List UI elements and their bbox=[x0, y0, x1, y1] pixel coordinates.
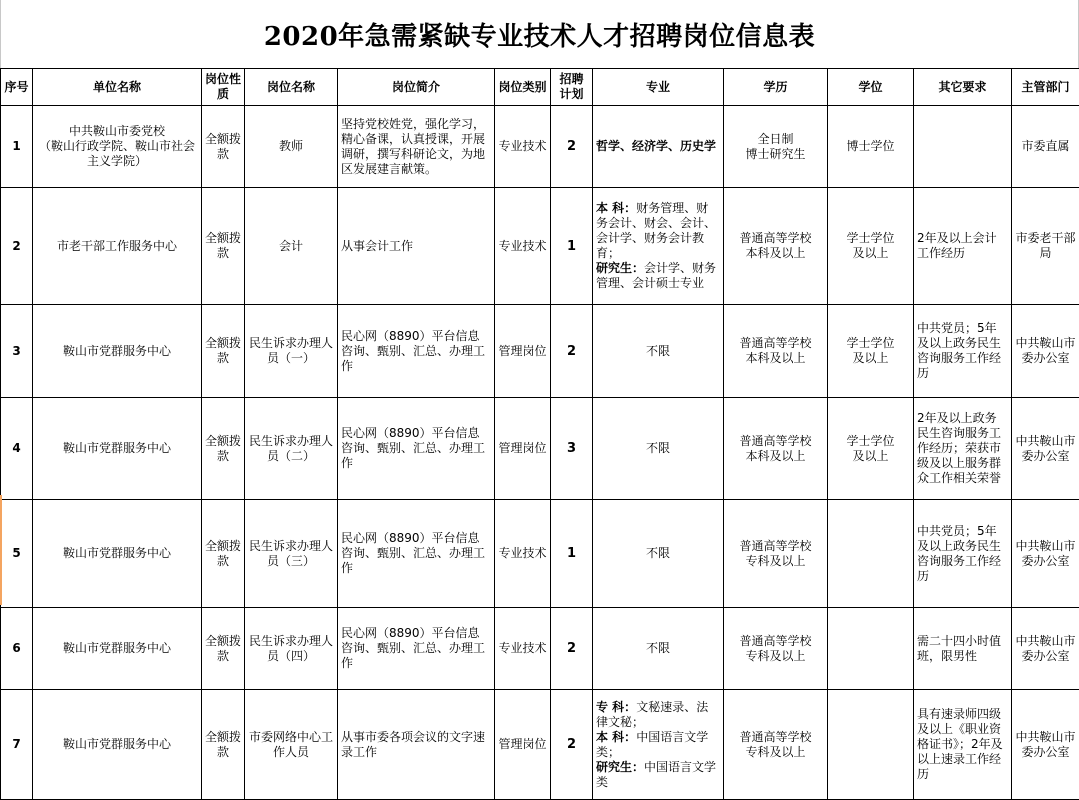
hiring-plan-cell: 2 bbox=[551, 106, 593, 188]
table-row bbox=[1, 106, 1079, 188]
position-nature-cell: 全额拨款 bbox=[202, 188, 245, 305]
major-line bbox=[596, 261, 720, 291]
table-row bbox=[1, 305, 1079, 398]
position-intro-cell: 民心网（8890）平台信息咨询、甄别、汇总、办理工作 bbox=[338, 305, 495, 398]
major-line bbox=[596, 201, 720, 261]
major-cell bbox=[593, 690, 724, 800]
supervising-dept-cell: 市委老干部局 bbox=[1012, 188, 1079, 305]
table-row bbox=[1, 500, 1079, 608]
position-category-cell: 管理岗位 bbox=[495, 398, 551, 500]
supervising-dept-cell: 中共鞍山市委办公室 bbox=[1012, 398, 1079, 500]
major-text: 不限 bbox=[646, 546, 670, 560]
row-number: 6 bbox=[1, 608, 33, 690]
other-requirements-cell: 中共党员；5年及以上政务民生咨询服务工作经历 bbox=[914, 500, 1012, 608]
header-cell: 序号 bbox=[1, 69, 33, 106]
major-line bbox=[596, 139, 720, 154]
other-requirements-cell: 具有速录师四级及以上《职业资格证书》；2年及以上速录工作经历 bbox=[914, 690, 1012, 800]
position-category-cell: 专业技术 bbox=[495, 188, 551, 305]
supervising-dept-cell: 中共鞍山市委办公室 bbox=[1012, 500, 1079, 608]
table-row bbox=[1, 188, 1079, 305]
major-line bbox=[596, 546, 720, 561]
job-table bbox=[0, 68, 1079, 800]
hiring-plan-cell: 1 bbox=[551, 188, 593, 305]
major-cell bbox=[593, 608, 724, 690]
supervising-dept-cell: 中共鞍山市委办公室 bbox=[1012, 608, 1079, 690]
major-level-label: 研究生： bbox=[596, 760, 644, 774]
hiring-plan-cell: 2 bbox=[551, 608, 593, 690]
header-cell: 其它要求 bbox=[914, 69, 1012, 106]
major-text: 不限 bbox=[646, 441, 670, 455]
unit-name-cell: 鞍山市党群服务中心 bbox=[33, 305, 202, 398]
row-number: 5 bbox=[1, 500, 33, 608]
education-cell: 普通高等学校 专科及以上 bbox=[724, 500, 828, 608]
header-cell: 岗位类别 bbox=[495, 69, 551, 106]
position-intro-cell: 民心网（8890）平台信息咨询、甄别、汇总、办理工作 bbox=[338, 608, 495, 690]
unit-name-cell: 鞍山市党群服务中心 bbox=[33, 398, 202, 500]
position-name-cell: 民生诉求办理人员（一） bbox=[245, 305, 338, 398]
major-text: 文秘速录、法律文秘； bbox=[596, 700, 708, 729]
position-name-cell: 民生诉求办理人员（三） bbox=[245, 500, 338, 608]
position-name-cell: 民生诉求办理人员（二） bbox=[245, 398, 338, 500]
degree-cell: 博士学位 bbox=[828, 106, 914, 188]
header-cell: 主管部门 bbox=[1012, 69, 1079, 106]
degree-cell bbox=[828, 608, 914, 690]
education-cell: 全日制 博士研究生 bbox=[724, 106, 828, 188]
position-nature-cell: 全额拨款 bbox=[202, 690, 245, 800]
major-line bbox=[596, 441, 720, 456]
position-name-cell: 会计 bbox=[245, 188, 338, 305]
major-text: 哲学、经济学、历史学 bbox=[596, 139, 716, 153]
major-line bbox=[596, 700, 720, 730]
unit-name-cell: 中共鞍山市委党校 （鞍山行政学院、鞍山市社会主义学院） bbox=[33, 106, 202, 188]
row-number: 4 bbox=[1, 398, 33, 500]
major-text: 不限 bbox=[646, 641, 670, 655]
header-cell: 学历 bbox=[724, 69, 828, 106]
major-level-label: 本 科： bbox=[596, 730, 636, 744]
major-line bbox=[596, 730, 720, 760]
position-category-cell: 专业技术 bbox=[495, 500, 551, 608]
degree-cell bbox=[828, 500, 914, 608]
position-nature-cell: 全额拨款 bbox=[202, 608, 245, 690]
education-cell: 普通高等学校 本科及以上 bbox=[724, 305, 828, 398]
education-cell: 普通高等学校 专科及以上 bbox=[724, 690, 828, 800]
major-text: 中国语言文学类； bbox=[596, 730, 708, 759]
education-cell: 普通高等学校 本科及以上 bbox=[724, 398, 828, 500]
major-cell bbox=[593, 106, 724, 188]
position-nature-cell: 全额拨款 bbox=[202, 398, 245, 500]
position-intro-cell: 从事市委各项会议的文字速录工作 bbox=[338, 690, 495, 800]
supervising-dept-cell: 市委直属 bbox=[1012, 106, 1079, 188]
major-level-label: 研究生： bbox=[596, 261, 644, 275]
major-cell bbox=[593, 188, 724, 305]
position-intro-cell: 民心网（8890）平台信息咨询、甄别、汇总、办理工作 bbox=[338, 398, 495, 500]
table-row bbox=[1, 608, 1079, 690]
row-number: 2 bbox=[1, 188, 33, 305]
unit-name-cell: 鞍山市党群服务中心 bbox=[33, 690, 202, 800]
header-cell: 岗位名称 bbox=[245, 69, 338, 106]
other-requirements-cell bbox=[914, 106, 1012, 188]
other-requirements-cell: 2年及以上政务民生咨询服务工作经历；荣获市级及以上服务群众工作相关荣誉 bbox=[914, 398, 1012, 500]
table-row bbox=[1, 690, 1079, 800]
row-number: 3 bbox=[1, 305, 33, 398]
table-row bbox=[1, 398, 1079, 500]
header-cell: 单位名称 bbox=[33, 69, 202, 106]
row-number: 1 bbox=[1, 106, 33, 188]
major-cell bbox=[593, 500, 724, 608]
position-nature-cell: 全额拨款 bbox=[202, 106, 245, 188]
position-nature-cell: 全额拨款 bbox=[202, 305, 245, 398]
major-cell bbox=[593, 398, 724, 500]
position-name-cell: 教师 bbox=[245, 106, 338, 188]
row-selection-marker bbox=[0, 495, 2, 605]
other-requirements-cell: 中共党员；5年及以上政务民生咨询服务工作经历 bbox=[914, 305, 1012, 398]
position-name-cell: 民生诉求办理人员（四） bbox=[245, 608, 338, 690]
position-intro-cell: 从事会计工作 bbox=[338, 188, 495, 305]
position-intro-cell: 民心网（8890）平台信息咨询、甄别、汇总、办理工作 bbox=[338, 500, 495, 608]
degree-cell: 学士学位 及以上 bbox=[828, 398, 914, 500]
hiring-plan-cell: 1 bbox=[551, 500, 593, 608]
position-intro-cell: 坚持党校姓党，强化学习，精心备课，认真授课，开展调研，撰写科研论文，为地区发展建言献策。 bbox=[338, 106, 495, 188]
position-category-cell: 管理岗位 bbox=[495, 690, 551, 800]
position-name-cell: 市委网络中心工作人员 bbox=[245, 690, 338, 800]
header-cell: 专业 bbox=[593, 69, 724, 106]
header-cell: 岗位性质 bbox=[202, 69, 245, 106]
header-row bbox=[1, 69, 1079, 106]
position-category-cell: 专业技术 bbox=[495, 106, 551, 188]
other-requirements-cell: 需二十四小时值班，限男性 bbox=[914, 608, 1012, 690]
major-text: 不限 bbox=[646, 344, 670, 358]
supervising-dept-cell: 中共鞍山市委办公室 bbox=[1012, 690, 1079, 800]
position-category-cell: 管理岗位 bbox=[495, 305, 551, 398]
position-category-cell: 专业技术 bbox=[495, 608, 551, 690]
education-cell: 普通高等学校 本科及以上 bbox=[724, 188, 828, 305]
page-title: 2020年急需紧缺专业技术人才招聘岗位信息表 bbox=[0, 0, 1079, 69]
degree-cell bbox=[828, 690, 914, 800]
major-text: 会计学、财务管理、会计硕士专业 bbox=[596, 261, 716, 290]
row-number: 7 bbox=[1, 690, 33, 800]
header-cell: 学位 bbox=[828, 69, 914, 106]
supervising-dept-cell: 中共鞍山市委办公室 bbox=[1012, 305, 1079, 398]
other-requirements-cell: 2年及以上会计工作经历 bbox=[914, 188, 1012, 305]
major-level-label: 专 科： bbox=[596, 700, 636, 714]
major-line bbox=[596, 344, 720, 359]
major-level-label: 本 科： bbox=[596, 201, 636, 215]
hiring-plan-cell: 3 bbox=[551, 398, 593, 500]
major-line bbox=[596, 760, 720, 790]
major-text: 中国语言文学类 bbox=[596, 760, 716, 789]
major-text: 财务管理、财务会计、财会、会计、会计学、财务会计教育； bbox=[596, 201, 716, 260]
hiring-plan-cell: 2 bbox=[551, 690, 593, 800]
unit-name-cell: 鞍山市党群服务中心 bbox=[33, 608, 202, 690]
major-cell bbox=[593, 305, 724, 398]
degree-cell: 学士学位 及以上 bbox=[828, 305, 914, 398]
unit-name-cell: 市老干部工作服务中心 bbox=[33, 188, 202, 305]
position-nature-cell: 全额拨款 bbox=[202, 500, 245, 608]
header-cell: 招聘计划 bbox=[551, 69, 593, 106]
header-cell: 岗位简介 bbox=[338, 69, 495, 106]
major-line bbox=[596, 641, 720, 656]
education-cell: 普通高等学校 专科及以上 bbox=[724, 608, 828, 690]
unit-name-cell: 鞍山市党群服务中心 bbox=[33, 500, 202, 608]
hiring-plan-cell: 2 bbox=[551, 305, 593, 398]
degree-cell: 学士学位 及以上 bbox=[828, 188, 914, 305]
